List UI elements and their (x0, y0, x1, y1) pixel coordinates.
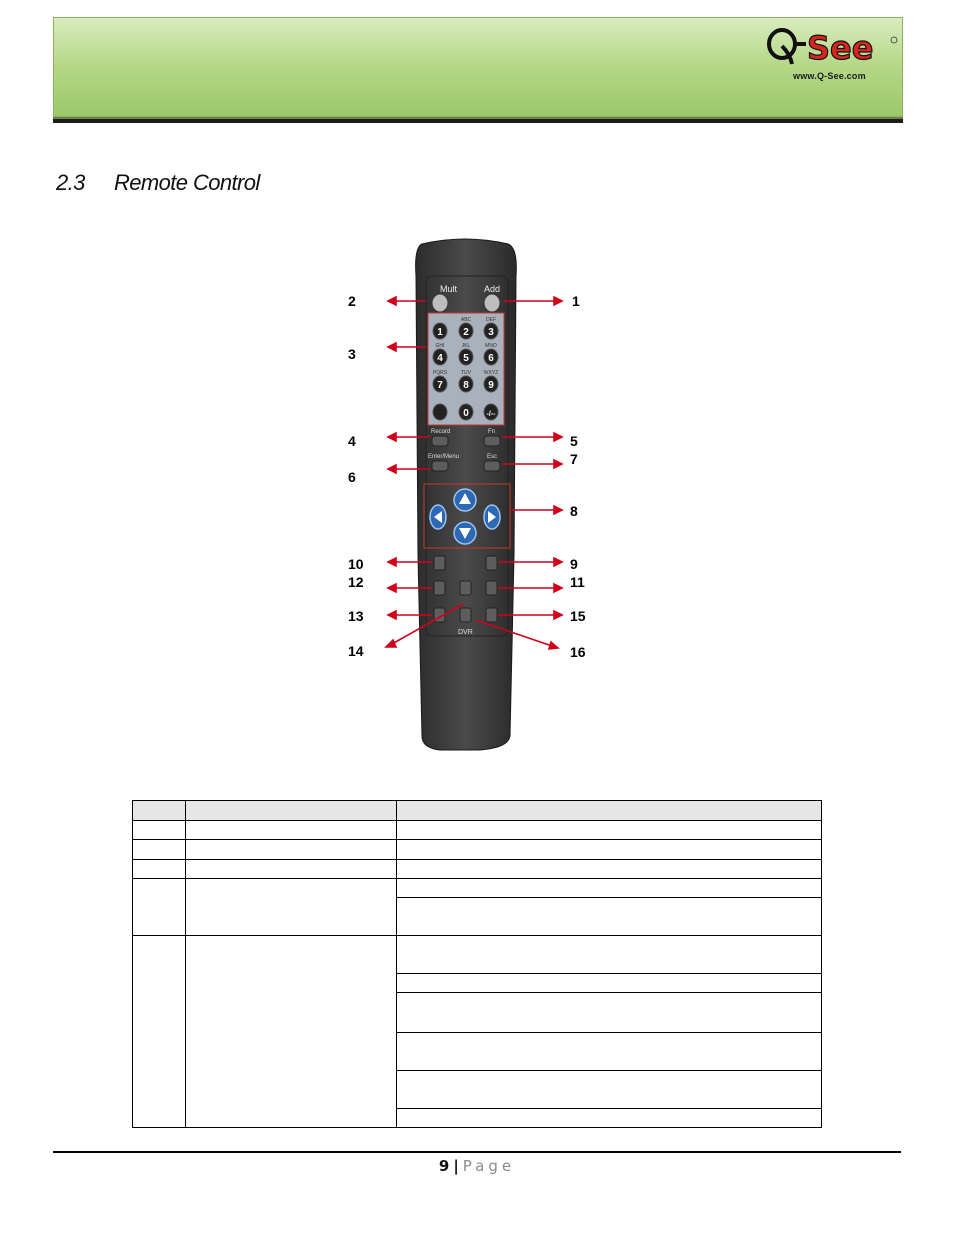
table-header-cell (186, 801, 397, 821)
slow-button[interactable] (434, 581, 445, 595)
key-9-letters: WXYZ (483, 370, 499, 376)
key-5-letters: JKL (461, 343, 471, 349)
key-8-label: 8 (463, 380, 469, 391)
record-button[interactable] (432, 436, 448, 446)
table-cell (397, 1071, 822, 1109)
callout-12: 12 (348, 574, 364, 590)
logo-url: www.Q-See.com (793, 71, 866, 81)
page-number: 9 (438, 1157, 450, 1175)
callout-7: 7 (570, 451, 578, 467)
esc-button[interactable] (484, 461, 500, 471)
table-cell (397, 936, 822, 974)
key-9-label: 9 (488, 380, 494, 391)
table-cell (133, 840, 186, 860)
table-header-cell (133, 801, 186, 821)
stop-button[interactable] (460, 581, 471, 595)
table-row (133, 840, 822, 860)
table-cell (397, 821, 822, 840)
page-footer (0, 1157, 954, 1175)
callout-8: 8 (570, 503, 578, 519)
key-3-label: 3 (488, 327, 494, 338)
fast-forward-button[interactable] (486, 608, 497, 622)
table-cell (133, 936, 186, 1128)
callout-5: 5 (570, 433, 578, 449)
callout-16: 16 (570, 644, 586, 660)
key-1-label: 1 (437, 327, 443, 338)
callout-9: 9 (570, 556, 578, 572)
remote-button-table (132, 800, 822, 1128)
key-5-label: 5 (463, 353, 469, 364)
key-2-label: 2 (463, 327, 469, 338)
add-button[interactable] (484, 294, 500, 312)
table-row (133, 860, 822, 879)
key-power[interactable] (433, 404, 447, 420)
key-6-letters: MNO (485, 343, 497, 349)
key-4-label: 4 (437, 353, 443, 364)
key-4-letters: GHI (435, 343, 445, 349)
key-8-letters: TUV (461, 370, 471, 376)
callout-10: 10 (348, 556, 364, 572)
table-cell (186, 840, 397, 860)
callout-2: 2 (348, 293, 356, 309)
footer-rule (53, 1151, 901, 1153)
table-row (133, 879, 822, 898)
mult-label: Mult (440, 284, 458, 294)
section-heading (56, 170, 260, 196)
table-cell (397, 898, 822, 936)
callout-4: 4 (348, 433, 356, 449)
key-7-letters: PQRS (432, 370, 448, 376)
add-label: Add (484, 284, 501, 294)
remote-control-illustration (330, 236, 600, 756)
section-title: Remote Control (114, 170, 260, 195)
enter-menu-button[interactable] (432, 461, 448, 471)
next-button[interactable] (486, 556, 497, 570)
table-cell (397, 860, 822, 879)
key-6-label: 6 (488, 353, 494, 364)
table-cell (186, 879, 397, 936)
table-cell (397, 974, 822, 993)
table-cell (133, 879, 186, 936)
table-cell (186, 860, 397, 879)
callout-1: 1 (572, 293, 580, 309)
svg-text:See: See (807, 29, 874, 67)
callout-3: 3 (348, 346, 356, 362)
table-cell (133, 860, 186, 879)
play-pause-button[interactable] (460, 608, 471, 622)
info-button[interactable] (434, 556, 445, 570)
enter-menu-label: Enter/Menu (428, 454, 460, 460)
fn-button[interactable] (484, 436, 500, 446)
table-cell (397, 1109, 822, 1128)
page-word: Page (462, 1157, 516, 1175)
key-2-letters: ABC (460, 317, 472, 323)
dvr-label: DVR (458, 629, 473, 636)
callout-6: 6 (348, 469, 356, 485)
callout-13: 13 (348, 608, 364, 624)
key-3-letters: DEF (486, 317, 496, 323)
key-7-label: 7 (437, 380, 443, 391)
esc-label: Esc (487, 454, 498, 460)
mult-button[interactable] (432, 294, 448, 312)
table-cell (397, 879, 822, 898)
key-0-label: 0 (463, 408, 469, 419)
table-cell (397, 1033, 822, 1071)
table-cell (397, 993, 822, 1033)
table-row (133, 936, 822, 974)
callout-15: 15 (570, 608, 586, 624)
callout-14: 14 (348, 643, 364, 659)
record-label: Record (431, 429, 451, 435)
table-header-cell (397, 801, 822, 821)
callout-11: 11 (570, 574, 585, 590)
table-header-row (133, 801, 822, 821)
footer-separator: | (453, 1157, 459, 1175)
table-row (133, 821, 822, 840)
key-dash-label: -/-- (486, 411, 496, 418)
header-rule-dark (53, 119, 903, 123)
table-cell (186, 821, 397, 840)
remote-control-figure (330, 236, 600, 756)
section-number: 2.3 (56, 170, 85, 195)
prev-button[interactable] (486, 581, 497, 595)
fn-label: Fn (488, 429, 496, 435)
table-cell (397, 840, 822, 860)
table-cell (133, 821, 186, 840)
table-cell (186, 936, 397, 1128)
